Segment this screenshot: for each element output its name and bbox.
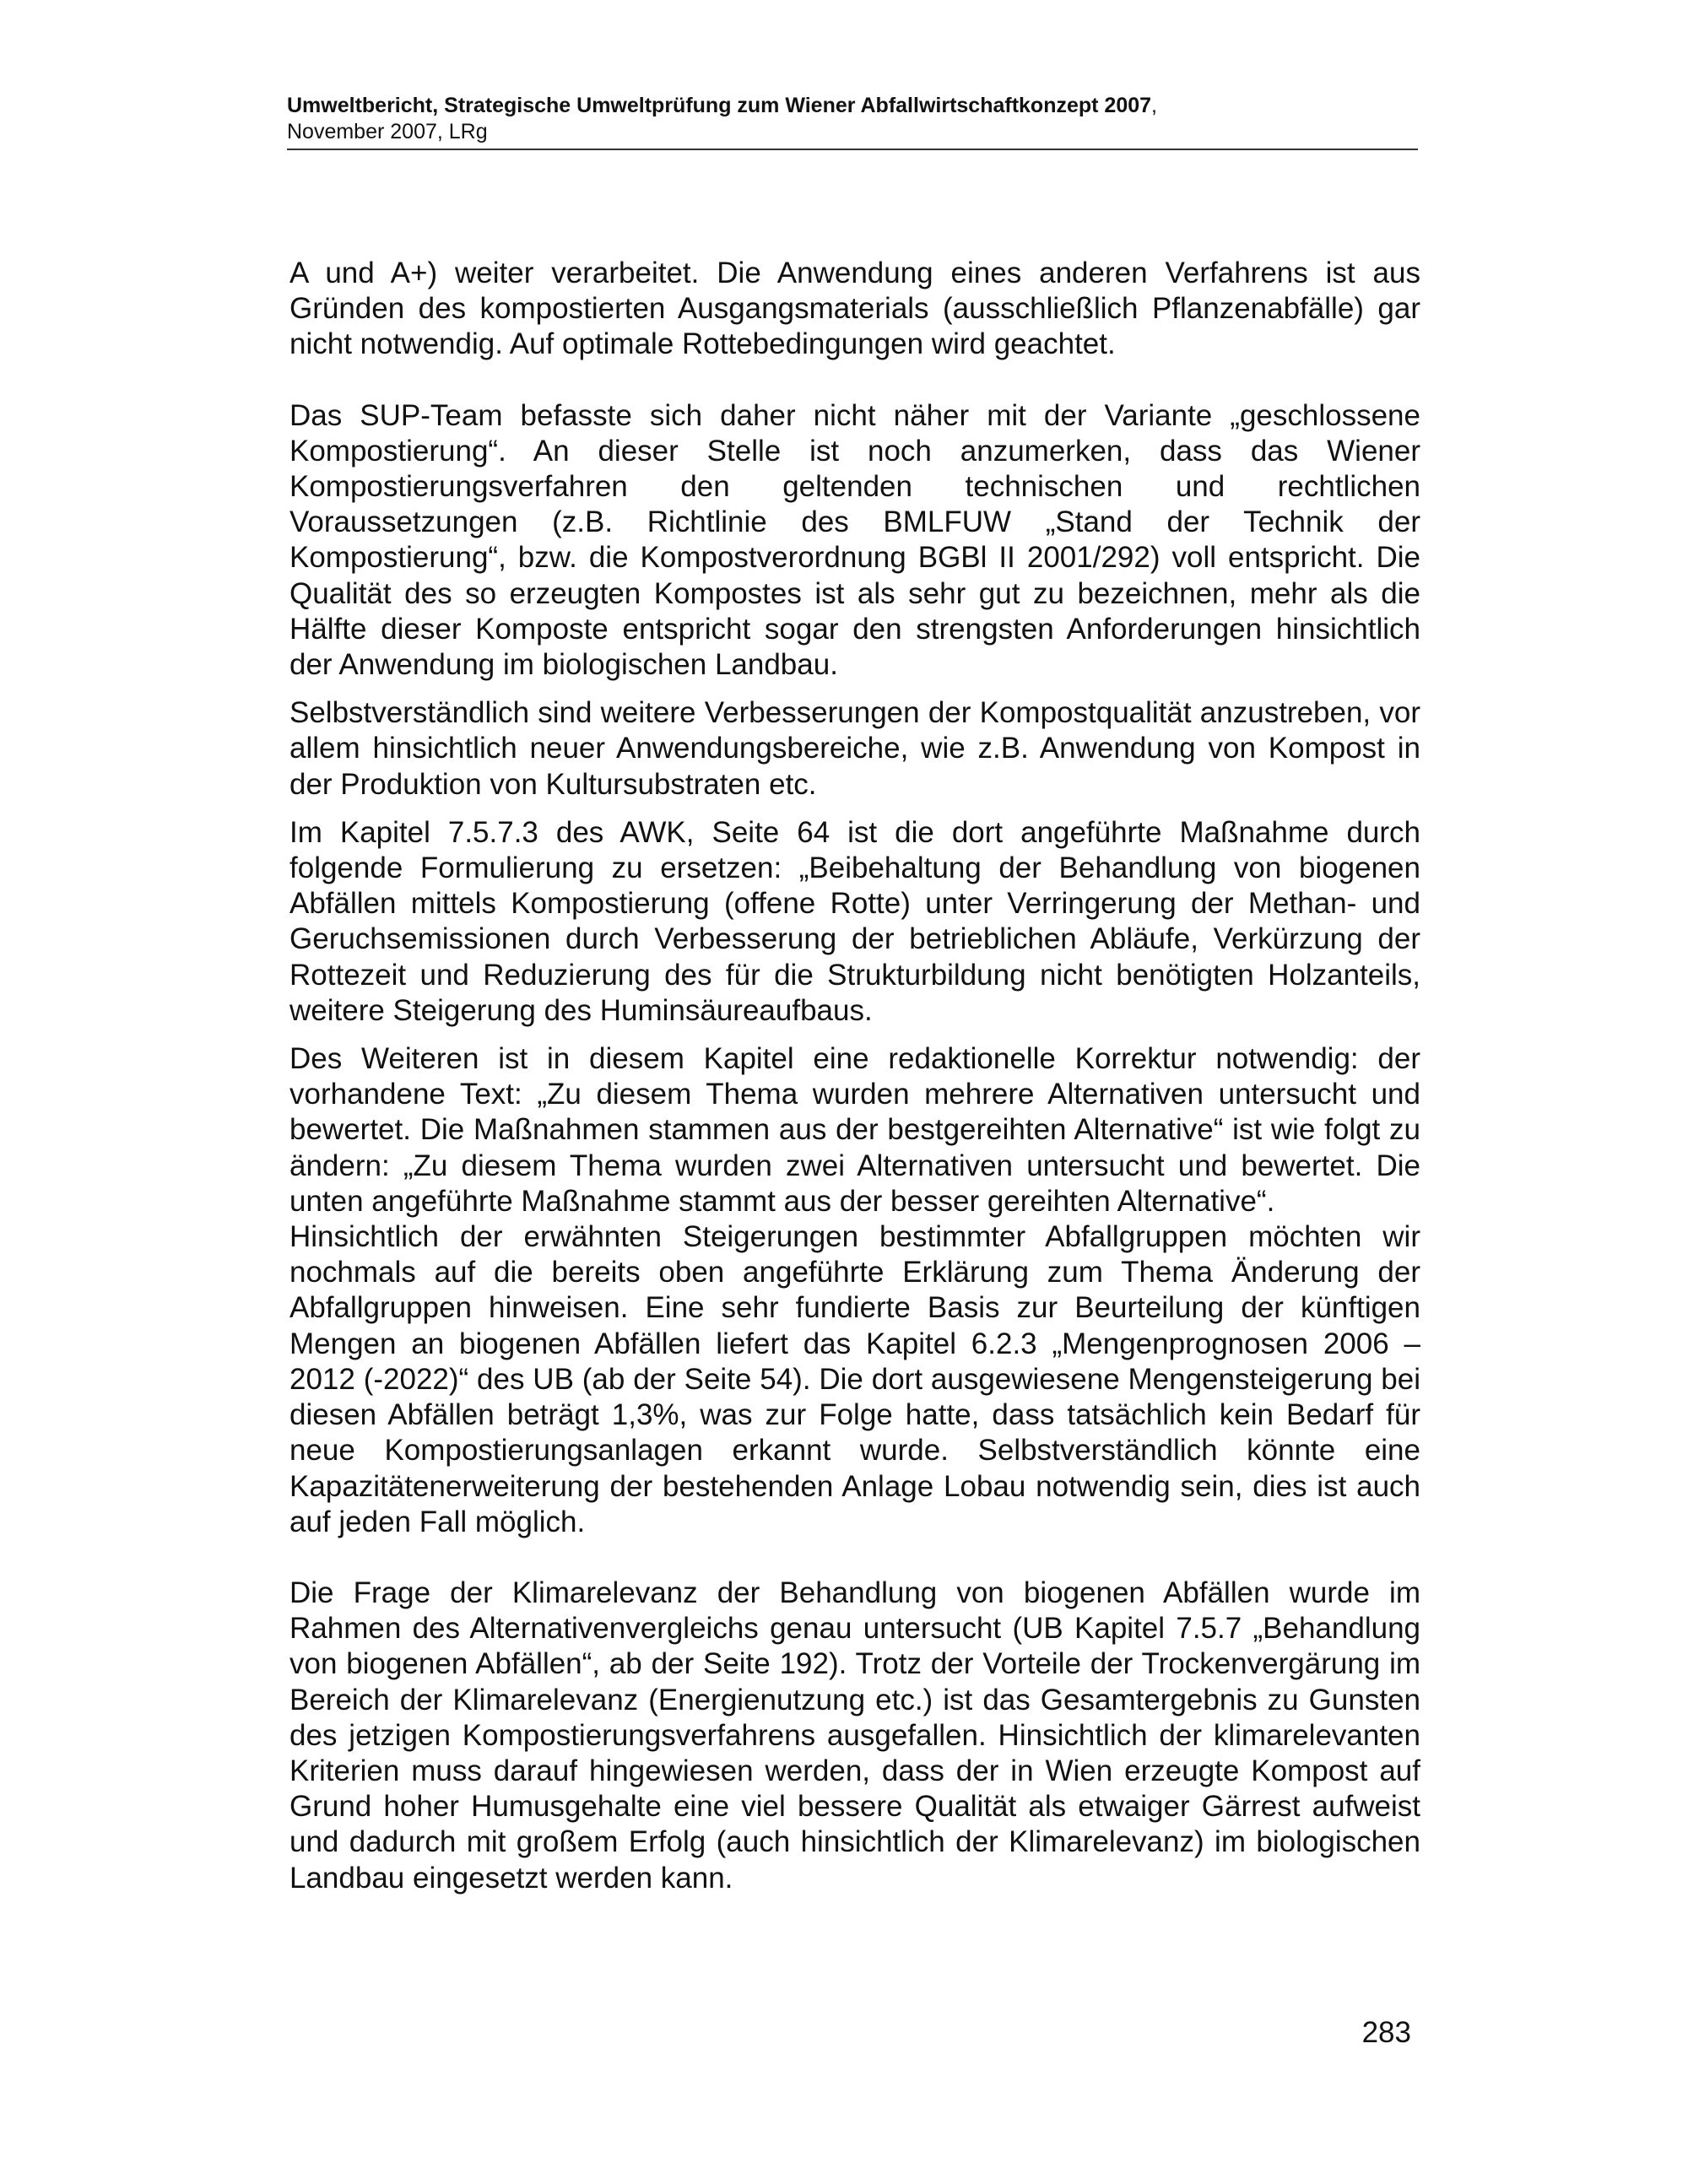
- page-header: [287, 93, 1418, 150]
- paragraph: Im Kapitel 7.5.7.3 des AWK, Seite 64 ist die dort angeführte Maßnahme durch folgende Formulierung zu ersetzen: „Beibehaltung der Behandlung von biogenen Abfällen mittels Kompostierung (offene Rotte) unter Verringerung der Methan- und Geruchsemissionen durch Verbesserung der betrieblichen Abläufe, Verkürzung der Rottezeit und Reduzierung des für die Strukturbildung nicht benötigten Holzanteils, weitere Steigerung des Huminsäureaufbaus.: [289, 815, 1420, 1027]
- paragraph: Des Weiteren ist in diesem Kapitel eine redaktionelle Korrektur notwendig: der vorhandene Text: „Zu diesem Thema wurden mehrere Alternativen untersucht und bewertet. Die Maßnahmen stammen aus der bestgereihten Alternative“ ist wie folgt zu ändern: „Zu diesem Thema wurden zwei Alternativen untersucht und bewertet. Die unten angeführte Maßnahme stammt aus der besser gereihten Alternative“.: [289, 1042, 1420, 1218]
- paragraph: Das SUP-Team befasste sich daher nicht näher mit der Variante „geschlossene Kompostierung“. An dieser Stelle ist noch anzumerken, dass das Wiener Kompostierungsverfahren den geltenden technischen und rechtlichen Voraussetzungen (z.B. Richtlinie des BMLFUW „Stand der Technik der Kompostierung“, bzw. die Kompostverordnung BGBl II 2001/292) voll entspricht. Die Qualität des so erzeugten Kompostes ist als sehr gut zu bezeichnen, mehr als die Hälfte dieser Komposte entspricht sogar den strengsten Anforderungen hinsichtlich der Anwendung im biologischen Landbau.: [289, 398, 1420, 682]
- header-title-comma: ,: [1151, 94, 1157, 117]
- paragraph: Die Frage der Klimarelevanz der Behandlung von biogenen Abfällen wurde im Rahmen des Alternativenvergleichs genau untersucht (UB Kapitel 7.5.7 „Behandlung von biogenen Abfällen“, ab der Seite 192). Trotz der Vorteile der Trockenvergärung im Bereich der Klimarelevanz (Energienutzung etc.) ist das Gesamtergebnis zu Gunsten des jetzigen Kompostierungsverfahrens ausgefallen. Hinsichtlich der klimarelevanten Kriterien muss darauf hingewiesen werden, dass der in Wien erzeugte Kompost auf Grund hoher Humusgehalte eine viel bessere Qualität als etwaiger Gärrest aufweist und dadurch mit großem Erfolg (auch hinsichtlich der Klimarelevanz) im biologischen Landbau eingesetzt werden kann.: [289, 1576, 1420, 1895]
- paragraph: Selbstverständlich sind weitere Verbesserungen der Kompostqualität anzustreben, vor allem hinsichtlich neuer Anwendungsbereiche, wie z.B. Anwendung von Kompost in der Produktion von Kultursubstraten etc.: [289, 696, 1420, 801]
- document-body: [289, 256, 1420, 1896]
- header-title-text: Umweltbericht, Strategische Umweltprüfung zum Wiener Abfallwirtschaftkonzept 2007: [287, 94, 1152, 117]
- header-subtitle: November 2007, LRg: [287, 120, 488, 143]
- header-title: [287, 93, 1418, 119]
- paragraph: Hinsichtlich der erwähnten Steigerungen bestimmter Abfallgruppen möchten wir nochmals auf die bereits oben angeführte Erklärung zum Thema Änderung der Abfallgruppen hinweisen. Eine sehr fundierte Basis zur Beurteilung der künftigen Mengen an biogenen Abfällen liefert das Kapitel 6.2.3 „Mengenprognosen 2006 – 2012 (-2022)“ des UB (ab der Seite 54). Die dort ausgewiesene Mengensteigerung bei diesen Abfällen beträgt 1,3%, was zur Folge hatte, dass tatsächlich kein Bedarf für neue Kompostierungsanlagen erkannt wurde. Selbstverständlich könnte eine Kapazitätenerweiterung der bestehenden Anlage Lobau notwendig sein, dies ist auch auf jeden Fall möglich.: [289, 1220, 1420, 1538]
- paragraph: A und A+) weiter verarbeitet. Die Anwendung eines anderen Verfahrens ist aus Gründen des kompostierten Ausgangsmaterials (ausschließlich Pflanzenabfälle) gar nicht notwendig. Auf optimale Rottebedingungen wird geachtet.: [289, 257, 1420, 361]
- page-number: 283: [1361, 2016, 1411, 2049]
